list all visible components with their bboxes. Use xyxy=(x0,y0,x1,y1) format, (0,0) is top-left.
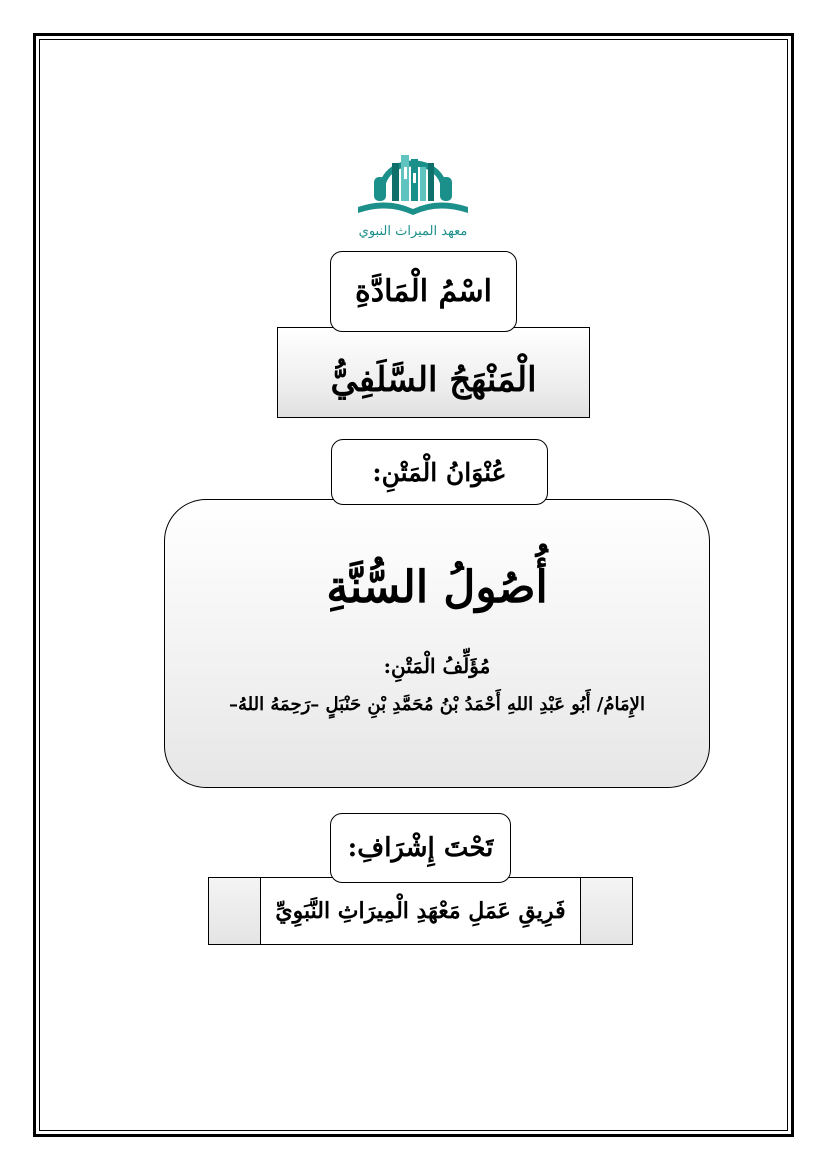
institute-logo xyxy=(348,133,478,239)
author-label: مُؤَلِّفُ الْمَتْنِ: xyxy=(383,654,491,678)
logo-text: معهد الميراث النبوي xyxy=(358,224,468,239)
subject-value: الْمَنْهَجُ السَّلَفِيُّ xyxy=(330,359,537,400)
main-title-card xyxy=(164,499,710,788)
team-name-box xyxy=(260,877,581,945)
text-title-label: عُنْوَانُ الْمَتْنِ: xyxy=(331,439,548,505)
supervision-label: تَحْتَ إِشْرَافِ: xyxy=(330,813,511,883)
headphones-book-icon xyxy=(348,133,478,223)
team-banner xyxy=(208,877,633,945)
subject-title xyxy=(277,327,590,418)
subject-label: اسْمُ الْمَادَّةِ xyxy=(330,251,517,332)
team-name: فَرِيقِ عَمَلِ مَعْهَدِ الْمِيرَاثِ النَّبَوِيِّ xyxy=(275,897,566,924)
author-name: الإِمَامُ/ أَبُو عَبْدِ اللهِ أَحْمَدُ بْنُ مُحَمَّدِ بْنِ حَنْبَلٍ –رَحِمَهُ اللهُ– xyxy=(229,694,645,715)
book-title: أُصُولُ السُّنَّةِ xyxy=(326,562,548,613)
